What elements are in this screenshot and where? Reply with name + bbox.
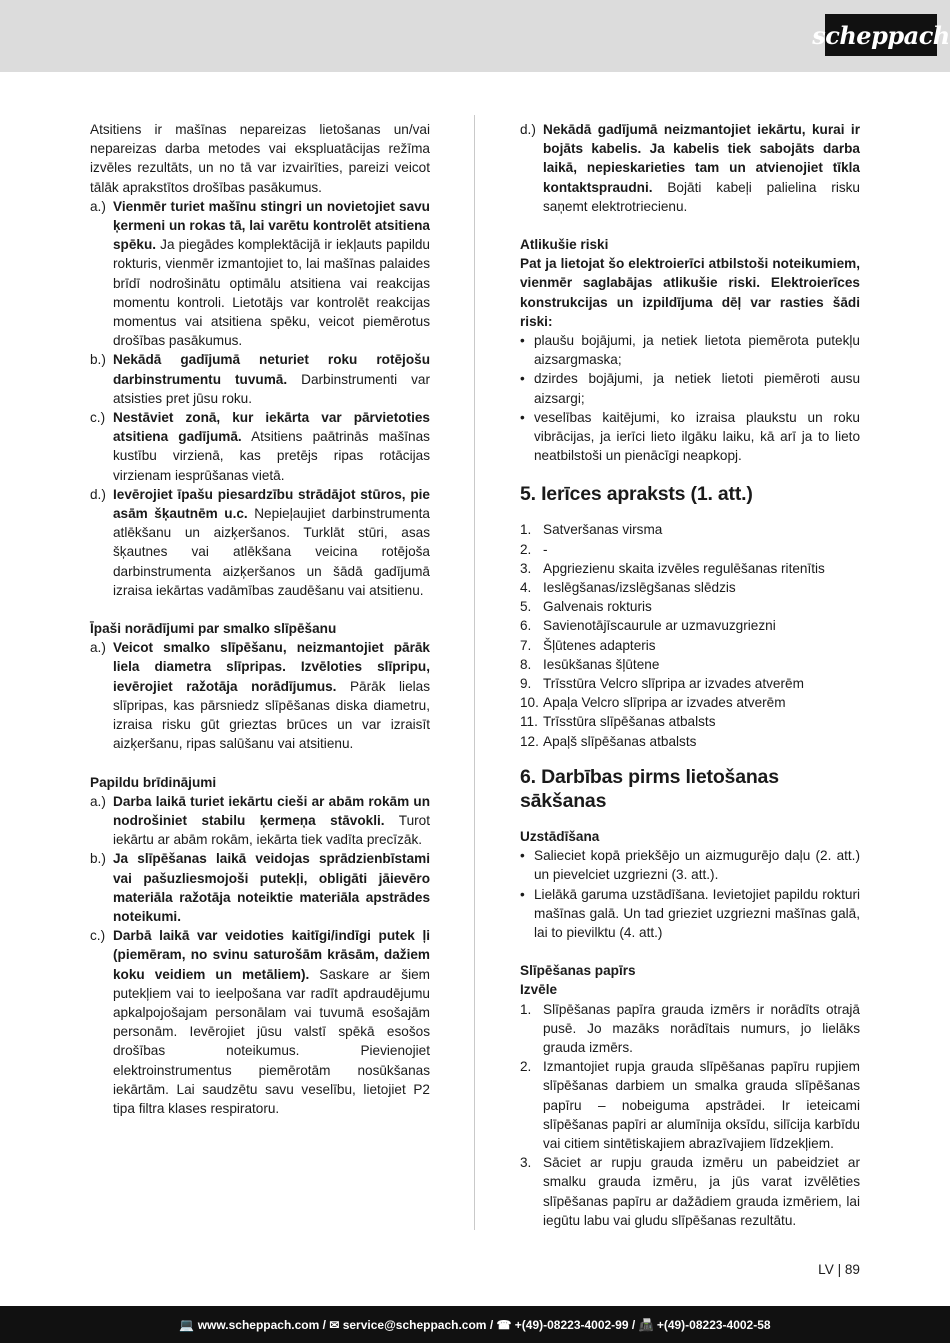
list-item bbox=[90, 350, 430, 408]
numbered-item bbox=[520, 693, 860, 712]
item-number: 10. bbox=[520, 695, 539, 711]
choice-heading: Izvēle bbox=[520, 982, 558, 998]
item-text bbox=[113, 792, 430, 850]
item-bold-text: Nestāviet zonā, kur iekārta var pārvietoties atsitiena gadījumā. bbox=[113, 410, 430, 445]
left-column bbox=[90, 120, 430, 1118]
list-item bbox=[90, 638, 430, 753]
numbered-item bbox=[520, 616, 860, 635]
device-parts-list bbox=[520, 520, 860, 750]
item-number: 1. bbox=[520, 1001, 532, 1017]
item-text: Satveršanas virsma bbox=[543, 522, 663, 538]
item-label: b.) bbox=[90, 352, 106, 368]
item-bold-text: Nekādā gadījumā neturiet roku rotējošu darbinstrumentu tuvumā. bbox=[113, 352, 430, 387]
item-bold-text: Darba laikā turiet iekārtu cieši ar abām rokām un nodrošiniet stabilu ķermeņa stāvokli. bbox=[113, 793, 430, 828]
bullet-icon: • bbox=[520, 409, 525, 425]
item-text: Galvenais rokturis bbox=[543, 599, 652, 615]
item-label: d.) bbox=[90, 486, 106, 502]
numbered-item bbox=[520, 520, 860, 539]
numbered-item bbox=[520, 578, 860, 597]
item-text: Apgriezienu skaita izvēles regulēšanas ritenītis bbox=[543, 560, 825, 576]
item-body-text: Saskare ar šiem putekļiem vai to ieelpošana var radīt apdraudējumu apkalpojošajam personālam vai tuvumā esošajām personām. Ievērojiet jūsu valstī spēkā esošos drošības noteikumus. Pievienojiet elektroinstrumentus piemērotām nosūkšanas iekārtām. Lai saudzētu savu veselību, lietojiet P2 tipa filtra klases respiratoru. bbox=[113, 966, 430, 1116]
mail-icon: ✉ bbox=[329, 1317, 343, 1332]
page-number: LV | 89 bbox=[818, 1262, 860, 1277]
item-text bbox=[113, 485, 430, 600]
item-text: Apaļa Velcro slīpripa ar izvades atverēm bbox=[543, 695, 786, 711]
footer-web[interactable]: www.scheppach.com bbox=[197, 1317, 320, 1332]
item-number: 7. bbox=[520, 637, 532, 653]
bullet-item bbox=[520, 885, 860, 943]
bullet-text: Salieciet kopā priekšējo un aizmugurējo daļu (2. att.) un pievelciet uzgriezni (3. att.). bbox=[534, 848, 860, 883]
residual-risks-intro: Pat ja lietojat šo elektroierīci atbilstoši noteikumiem, vienmēr saglabājas atlikušie riski. Elektroierīces konstrukcijas un izpildījuma dēļ var rasties šādi riski: bbox=[520, 256, 860, 329]
bullet-icon: • bbox=[520, 848, 525, 864]
additional-warnings-items bbox=[90, 792, 430, 1118]
item-number: 5. bbox=[520, 599, 532, 615]
list-item bbox=[90, 849, 430, 926]
numbered-item bbox=[520, 559, 860, 578]
item-body-text: Pārāk lielas slīpripas, kas pārsniedz slīpēšanas diska diametru, izraisa risku gūt grieztas brūces un var izraisīt aizķeršanu, ripas salūšanu vai atsitienu. bbox=[113, 678, 431, 752]
bullet-icon: • bbox=[520, 371, 525, 387]
bullet-item bbox=[520, 846, 860, 884]
item-text: Trīsstūra slīpēšanas atbalsts bbox=[543, 714, 716, 730]
item-number: 2. bbox=[520, 541, 532, 557]
bullet-item bbox=[520, 369, 860, 407]
item-bold-text: Ja slīpēšanas laikā veidojas sprādzienbīstami vai pašuzliesmojoši putekļi, obligāti jāievēro materiāla ražotāja noteiktie materiāla apstrādes noteikumi. bbox=[113, 851, 430, 924]
item-label: c.) bbox=[90, 928, 106, 944]
fine-sanding-heading: Īpaši norādījumi par smalko slīpēšanu bbox=[90, 621, 337, 637]
item-text: Apaļš slīpēšanas atbalsts bbox=[543, 733, 697, 749]
phone-icon: ☎ bbox=[496, 1317, 515, 1332]
residual-risks-heading: Atlikušie riski bbox=[520, 237, 609, 253]
item-number: 2. bbox=[520, 1059, 532, 1075]
numbered-item bbox=[520, 655, 860, 674]
item-body-text: Bojāti kabeļi palielina risku saņemt elektrotriecienu. bbox=[543, 179, 860, 214]
intro-paragraph: Atsitiens ir mašīnas nepareizas lietošanas un/vai nepareizas darba metodes vai ekspluatācijas režīma izvēles rezultāts, un no tā var izvairīties, pareizi veicot tālāk aprakstītos drošības pasākumus. bbox=[90, 122, 430, 195]
list-item bbox=[90, 485, 430, 600]
scheppach-logo: scheppach bbox=[825, 14, 937, 56]
bullet-icon: • bbox=[520, 333, 525, 349]
item-label: c.) bbox=[90, 410, 106, 426]
item-number: 6. bbox=[520, 618, 532, 634]
item-text: Savienotājīscaurule ar uzmavuzgriezni bbox=[543, 618, 776, 634]
numbered-item bbox=[520, 540, 860, 559]
item-text bbox=[113, 926, 430, 1118]
item-bold-text: Darbā laikā var veidoties kaitīgi/indīgi putek ļi (piemēram, no svinu saturošām krāsām, dažiem koku veidiem un metāliem). bbox=[113, 928, 430, 982]
item-label: a.) bbox=[90, 793, 106, 809]
item-bold-text: Vienmēr turiet mašīnu stingri un novietojiet savu ķermeni un rokas tā, lai varētu kontrolēt atsitiena spēku. bbox=[113, 198, 430, 253]
bullet-item bbox=[520, 408, 860, 466]
item-bold-text: Ievērojiet īpašu piesardzību strādājot stūros, pie asām šķautnēm u.c. bbox=[113, 486, 430, 522]
footer-bar: 💻 www.scheppach.com / ✉ service@scheppach.com / ☎ +(49)-08223-4002-99 / 📠 +(49)-08223-4002-58 bbox=[0, 1306, 950, 1343]
item-text bbox=[543, 120, 860, 216]
item-text bbox=[113, 197, 430, 351]
numbered-item bbox=[520, 1153, 860, 1230]
additional-warnings-heading: Papildu brīdinājumi bbox=[90, 774, 217, 790]
item-text: Sāciet ar rupju grauda izmēru un pabeidziet ar smalku grauda izmēru, ja jūs varat izvēlēties slīpēšanas papīru ar dažādiem grauda izmēriem, lai iegūtu labu vai gludu slīpēšanas rezultātu. bbox=[543, 1155, 860, 1228]
item-text: - bbox=[543, 541, 548, 557]
numbered-item bbox=[520, 597, 860, 616]
fine-sanding-items bbox=[90, 638, 430, 753]
bullet-text: plaušu bojājumi, ja netiek lietota piemērota putekļu aizsargmaska; bbox=[534, 333, 860, 368]
item-text: Slīpēšanas papīra grauda izmērs ir norādīts otrajā pusē. Jo mazāks norādītais numurs, jo lielāks grauda izmērs. bbox=[543, 1001, 860, 1055]
item-number: 8. bbox=[520, 656, 532, 672]
item-text: Ieslēgšanas/izslēgšanas slēdzis bbox=[543, 580, 736, 596]
item-text: Iesūkšanas šļūtene bbox=[543, 656, 660, 672]
item-body-text: Ja piegādes komplektācijā ir iekļauts papildu rokturis, vienmēr izmantojiet to, lai mašīnas palaides brīdī nodrošinātu optimālu atsitiena vai reakcijas momentu kontroli. Lietotājs var kontrolēt reakcijas momentus vai atsitiena spēku, veicot piemērotus drošības pasākumus. bbox=[113, 237, 430, 349]
item-number: 11. bbox=[520, 714, 538, 730]
item-number: 4. bbox=[520, 580, 532, 596]
section-6-title: 6. Darbības pirms lietošanas sākšanas bbox=[520, 765, 779, 812]
bullet-item bbox=[520, 331, 860, 369]
choice-list bbox=[520, 1000, 860, 1230]
item-bold-text: Veicot smalko slīpēšanu, neizmantojiet pārāk liela diametra slīpripas. Izvēloties slīpripu, ievērojiet ražotāja norādījumus. bbox=[113, 640, 430, 694]
bullet-text: dzirdes bojājumi, ja netiek lietoti piemēroti ausu aizsargi; bbox=[534, 371, 860, 406]
numbered-item bbox=[520, 1000, 860, 1058]
item-number: 12. bbox=[520, 733, 539, 749]
item-body-text: Atsitiens paātrinās mašīnas kustību virzienā, kas pretējs ripas rotācijas virzienam iesprūšanas vietā. bbox=[113, 429, 430, 483]
item-label: d.) bbox=[520, 122, 536, 137]
item-text bbox=[113, 350, 430, 408]
list-item bbox=[90, 197, 430, 351]
list-item bbox=[90, 792, 430, 850]
sanding-paper-heading: Slīpēšanas papīrs bbox=[520, 963, 636, 979]
item-text bbox=[113, 849, 430, 926]
item-body-text: Nepieļaujiet darbinstrumenta atlēkšanu un aizķeršanos. Turklāt stūri, asas šķautnes vai atlēkšana veicina rotējoša darbinstrumenta aizķeršanos un šādā gadījumā izraisa iekārtas vadāmības zaudēšanu vai atsitienu. bbox=[113, 506, 430, 598]
numbered-item bbox=[520, 712, 860, 731]
right-column bbox=[520, 120, 860, 1230]
kickback-items bbox=[90, 197, 430, 600]
header-bar bbox=[0, 0, 950, 72]
item-body-text: Darbinstrumenti var atsisties pret jūsu roku. bbox=[113, 371, 430, 406]
item-text: Šļūtenes adapteris bbox=[543, 637, 656, 653]
item-text bbox=[113, 408, 430, 485]
item-label: a.) bbox=[90, 640, 106, 656]
numbered-item bbox=[520, 674, 860, 693]
numbered-item bbox=[520, 732, 860, 751]
item-number: 3. bbox=[520, 1155, 532, 1171]
item-number: 1. bbox=[520, 522, 532, 538]
numbered-item bbox=[520, 1057, 860, 1153]
fax-icon: 📠 bbox=[638, 1317, 657, 1332]
item-text bbox=[113, 638, 430, 753]
cable-warning-items bbox=[520, 120, 860, 216]
item-number: 3. bbox=[520, 560, 532, 576]
bullet-icon: • bbox=[520, 886, 525, 902]
list-item bbox=[90, 408, 430, 485]
item-number: 9. bbox=[520, 676, 532, 692]
item-label: a.) bbox=[90, 198, 106, 214]
list-item bbox=[90, 926, 430, 1118]
footer-phone: +(49)-08223-4002-99 bbox=[514, 1317, 629, 1332]
column-divider bbox=[474, 115, 475, 1230]
setup-list bbox=[520, 846, 860, 942]
footer-email[interactable]: service@scheppach.com bbox=[342, 1317, 487, 1332]
numbered-item bbox=[520, 636, 860, 655]
list-item bbox=[520, 120, 860, 216]
item-body-text: Turot iekārtu ar abām rokām, iekārta tiek vadīta precīzāk. bbox=[113, 812, 430, 848]
computer-icon: 💻 bbox=[179, 1317, 198, 1332]
footer-fax: +(49)-08223-4002-58 bbox=[656, 1317, 771, 1332]
bullet-text: Lielākā garuma uzstādīšana. Ievietojiet papildu rokturi mašīnas galā. Un tad grieziet uzgriezni mašīnas galā, lai to pievilktu (4. att.) bbox=[534, 886, 860, 940]
item-label: b.) bbox=[90, 851, 106, 867]
residual-risks-list bbox=[520, 331, 860, 465]
item-text: Izmantojiet rupja grauda slīpēšanas papīru rupjiem slīpēšanas darbiem un smalka grauda slīpēšanas papīru – nobeiguma apstrādei. Ir ieteicami slīpēšanas papīri ar alumīnija oksīdu, silīcija karbīdu vai citiem sintētiskajiem abrazīvajiem līdzekļiem. bbox=[543, 1059, 860, 1151]
item-bold-text: Nekādā gadījumā neizmantojiet iekārtu, kurai ir bojāts kabelis. Ja kabelis tiek sabojāts darba laikā, nepieskarieties tam un atvienojiet tīkla kontaktspraudni. bbox=[543, 122, 860, 195]
item-text: Trīsstūra Velcro slīpripa ar izvades atverēm bbox=[543, 676, 804, 692]
setup-heading: Uzstādīšana bbox=[520, 828, 600, 844]
section-5-title: 5. Ierīces apraksts (1. att.) bbox=[520, 483, 753, 506]
bullet-text: veselības kaitējumi, ko izraisa plaukstu un roku vibrācijas, ja ierīci lieto ilgāku laiku, kā arī ja to lieto neatbilstoši un pienācīgi neapkopj. bbox=[534, 409, 860, 464]
